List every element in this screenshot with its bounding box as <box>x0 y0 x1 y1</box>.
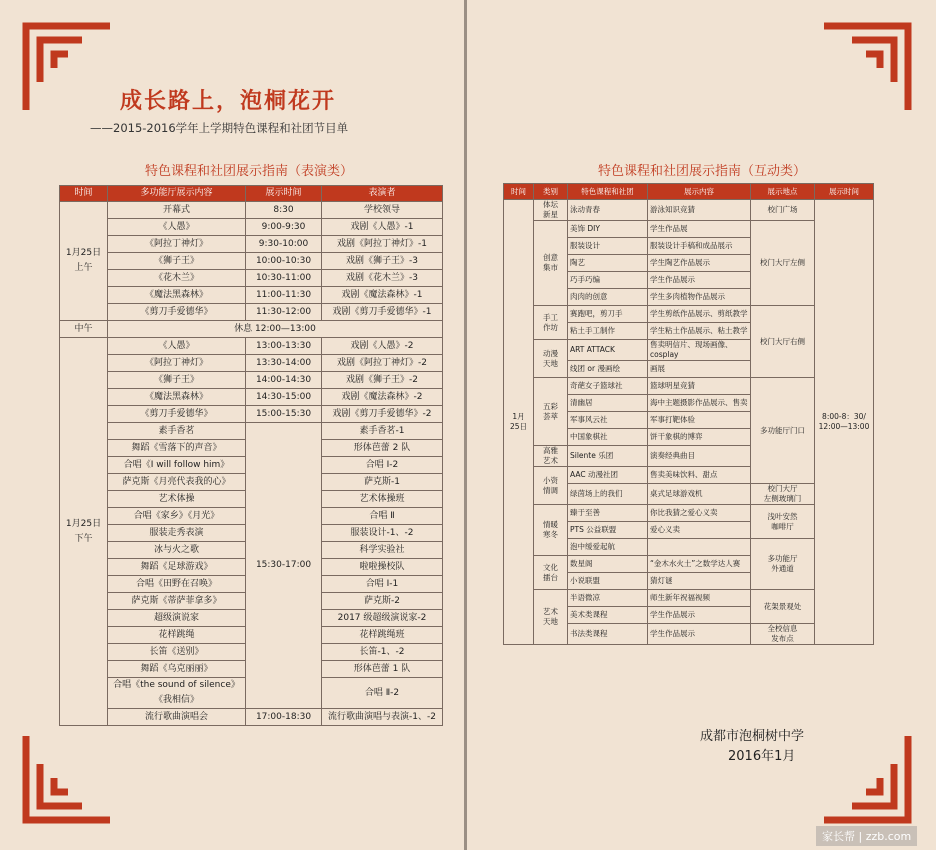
table-cell: 戏剧《人愚》-1 <box>322 219 443 236</box>
table-cell: 《狮子王》 <box>108 253 246 270</box>
category-cell: 高雅 艺术 <box>534 446 568 467</box>
category-cell: 动漫 天地 <box>534 340 568 378</box>
session-label: 1月25日 下午 <box>60 338 108 726</box>
column-header: 类别 <box>534 184 568 200</box>
table-cell: 《狮子王》 <box>108 372 246 389</box>
table-cell: 花样跳绳班 <box>322 627 443 644</box>
location-cell: 浅叶安然 咖啡厅 <box>751 505 815 539</box>
table-cell: 流行歌曲演唱与表演-1、-2 <box>322 709 443 726</box>
table-cell: 舞蹈《雪落下的声音》 <box>108 440 246 457</box>
corner-ornament-bottom-left <box>22 732 114 824</box>
table-cell: 戏剧《剪刀手爱德华》-2 <box>322 406 443 423</box>
table-cell: 你比我猜之爱心义卖 <box>648 505 751 522</box>
table-cell: 师生新年祝福视频 <box>648 590 751 607</box>
table-cell: 学生粘土作品展示、粘土教学 <box>648 323 751 340</box>
table-cell: “金木水火土”之数学达人赛 <box>648 556 751 573</box>
center-fold <box>464 0 467 850</box>
table-cell: 数星阁 <box>568 556 648 573</box>
location-cell: 校门广场 <box>751 200 815 221</box>
table-cell: 13:00-13:30 <box>246 338 322 355</box>
corner-ornament-bottom-right <box>820 732 912 824</box>
table-row <box>60 236 443 253</box>
location-cell: 校门大厅左侧 <box>751 221 815 306</box>
table-cell: 长笛-1、-2 <box>322 644 443 661</box>
table-row <box>504 200 874 221</box>
table-cell: 合唱《家乡》《月光》 <box>108 508 246 525</box>
table-cell: 服装设计手稿和成品展示 <box>648 238 751 255</box>
table-cell: 泡中缓爱起航 <box>568 539 648 556</box>
category-cell: 小资 情调 <box>534 467 568 505</box>
table-cell: 素手香茗 <box>108 423 246 440</box>
table-row <box>60 253 443 270</box>
table-cell: 合唱《the sound of silence》《我相信》 <box>108 678 246 709</box>
table-cell: 《人愚》 <box>108 219 246 236</box>
table-cell: Silente 乐团 <box>568 446 648 467</box>
table-cell: 售卖美味饮料、甜点 <box>648 467 751 484</box>
table-cell: 戏剧《狮子王》-3 <box>322 253 443 270</box>
table-cell: 服装走秀表演 <box>108 525 246 542</box>
table-cell: 学生剪纸作品展示、剪纸教学 <box>648 306 751 323</box>
category-cell: 创意 集市 <box>534 221 568 306</box>
table-cell: 萨克斯-2 <box>322 593 443 610</box>
table-cell: 线团 or 漫画绘 <box>568 361 648 378</box>
table-cell: 艺术体操 <box>108 491 246 508</box>
table-cell: 《剪刀手爱德华》 <box>108 406 246 423</box>
school-name: 成都市泡桐树中学 <box>700 729 805 744</box>
table-row <box>60 202 443 219</box>
table-cell: 饼干象棋的博弈 <box>648 429 751 446</box>
table-cell: 合唱《I will follow him》 <box>108 457 246 474</box>
category-cell: 体坛 新星 <box>534 200 568 221</box>
location-cell: 多功能厅门口 <box>751 378 815 484</box>
table-cell: 合唱 I-1 <box>322 576 443 593</box>
table-cell: 合唱 Ⅱ-2 <box>322 678 443 709</box>
table-cell: 2017 级超级演说家-2 <box>322 610 443 627</box>
table-cell: 学生作品展示 <box>648 624 751 645</box>
table-cell: 学校领导 <box>322 202 443 219</box>
table-cell: 花样跳绳 <box>108 627 246 644</box>
column-header: 多功能厅展示内容 <box>108 186 246 202</box>
page-subtitle: ——2015-2016学年上学期特色课程和社团节目单 <box>90 121 349 135</box>
table-row <box>60 321 443 338</box>
table-cell: 萨克斯《月亮代表我的心》 <box>108 474 246 491</box>
table-cell: 9:30-10:00 <box>246 236 322 253</box>
table-cell: 舞蹈《足球游戏》 <box>108 559 246 576</box>
table-cell: 巧手巧编 <box>568 272 648 289</box>
table-cell: 《魔法黑森林》 <box>108 389 246 406</box>
table-cell: 学生作品展 <box>648 221 751 238</box>
column-header: 表演者 <box>322 186 443 202</box>
table-cell: 长笛《送别》 <box>108 644 246 661</box>
table-row <box>60 406 443 423</box>
table-cell: 艺术体操班 <box>322 491 443 508</box>
table-cell: 半语微凉 <box>568 590 648 607</box>
location-cell: 校门大厅右侧 <box>751 306 815 378</box>
table-cell: 学生陶艺作品展示 <box>648 255 751 272</box>
table-cell: 戏剧《魔法森林》-2 <box>322 389 443 406</box>
table-cell: 科学实验社 <box>322 542 443 559</box>
column-header: 展示内容 <box>648 184 751 200</box>
table-cell: 8:30 <box>246 202 322 219</box>
table-cell: 形体芭蕾 1 队 <box>322 661 443 678</box>
table-cell: 《花木兰》 <box>108 270 246 287</box>
table-cell: 舞蹈《乌克丽丽》 <box>108 661 246 678</box>
location-cell: 花架景观处 <box>751 590 815 624</box>
table-row <box>60 372 443 389</box>
table-cell: 10:00-10:30 <box>246 253 322 270</box>
interactive-section-title: 特色课程和社团展示指南（互动类） <box>598 164 807 179</box>
column-header: 展示时间 <box>246 186 322 202</box>
category-cell: 五彩 荟萃 <box>534 378 568 446</box>
table-cell: 合唱 I-2 <box>322 457 443 474</box>
table-cell: 开幕式 <box>108 202 246 219</box>
performance-table <box>59 185 443 726</box>
column-header: 展示地点 <box>751 184 815 200</box>
table-row <box>60 338 443 355</box>
session-label: 中午 <box>60 321 108 338</box>
table-cell: 《剪刀手爱德华》 <box>108 304 246 321</box>
table-cell: 《阿拉丁神灯》 <box>108 236 246 253</box>
table-row <box>60 219 443 236</box>
performance-section-title: 特色课程和社团展示指南（表演类） <box>145 164 354 179</box>
date-cell: 1月 25日 <box>504 200 534 645</box>
table-cell: ART ATTACK <box>568 340 648 361</box>
category-cell: 文化 擂台 <box>534 556 568 590</box>
category-cell: 手工 作坊 <box>534 306 568 340</box>
table-cell: 游泳知识竞猜 <box>648 200 751 221</box>
table-cell: 《阿拉丁神灯》 <box>108 355 246 372</box>
table-row <box>60 355 443 372</box>
table-cell: 戏剧《人愚》-2 <box>322 338 443 355</box>
table-cell: 戏剧《狮子王》-2 <box>322 372 443 389</box>
table-cell: 猜灯谜 <box>648 573 751 590</box>
table-cell: 陶艺 <box>568 255 648 272</box>
table-cell: 啦啦操校队 <box>322 559 443 576</box>
table-cell: 奇葩女子篮球社 <box>568 378 648 395</box>
table-cell: 泳动青春 <box>568 200 648 221</box>
table-cell: 戏剧《剪刀手爱德华》-1 <box>322 304 443 321</box>
page-title: 成长路上，泡桐花开 <box>120 89 337 114</box>
table-cell: 休息 12:00—13:00 <box>108 321 443 338</box>
table-cell: 冰与火之歌 <box>108 542 246 559</box>
table-cell: 9:00-9:30 <box>246 219 322 236</box>
corner-ornament-top-left <box>22 22 114 114</box>
column-header: 时间 <box>504 184 534 200</box>
table-cell: 桌式足球游戏机 <box>648 484 751 505</box>
table-cell: 11:00-11:30 <box>246 287 322 304</box>
table-cell: 形体芭蕾 2 队 <box>322 440 443 457</box>
table-cell: 14:00-14:30 <box>246 372 322 389</box>
table-cell: 戏剧《阿拉丁神灯》-2 <box>322 355 443 372</box>
table-cell <box>648 539 751 556</box>
table-cell: 清幽居 <box>568 395 648 412</box>
table-cell: 萨克斯《蒂萨菲拿多》 <box>108 593 246 610</box>
table-cell: 中国象棋社 <box>568 429 648 446</box>
location-cell: 多功能厅 外通道 <box>751 539 815 590</box>
column-header: 展示时间 <box>815 184 874 200</box>
table-cell: 服装设计-1、-2 <box>322 525 443 542</box>
table-cell: 11:30-12:00 <box>246 304 322 321</box>
table-cell: 10:30-11:00 <box>246 270 322 287</box>
table-cell: 15:00-15:30 <box>246 406 322 423</box>
table-cell: 超级演说家 <box>108 610 246 627</box>
table-cell: AAC 动漫社团 <box>568 467 648 484</box>
session-label: 1月25日 上午 <box>60 202 108 321</box>
table-cell: 篮球明星竞猜 <box>648 378 751 395</box>
table-row <box>60 270 443 287</box>
location-cell: 校门大厅 左侧玻璃门 <box>751 484 815 505</box>
table-cell: 粘土手工制作 <box>568 323 648 340</box>
table-cell: 合唱 Ⅱ <box>322 508 443 525</box>
column-header: 特色课程和社团 <box>568 184 648 200</box>
category-cell: 情暖 寒冬 <box>534 505 568 556</box>
table-cell: 服装设计 <box>568 238 648 255</box>
table-cell: 《人愚》 <box>108 338 246 355</box>
location-cell: 全校信息 发布点 <box>751 624 815 645</box>
table-cell: 《魔法黑森林》 <box>108 287 246 304</box>
table-cell: 戏剧《阿拉丁神灯》-1 <box>322 236 443 253</box>
interactive-table <box>503 183 874 645</box>
corner-ornament-top-right <box>820 22 912 114</box>
table-cell: 戏剧《花木兰》-3 <box>322 270 443 287</box>
column-header: 时间 <box>60 186 108 202</box>
table-cell: 萨克斯-1 <box>322 474 443 491</box>
table-cell: 肉肉的创意 <box>568 289 648 306</box>
table-cell: 演奏经典曲目 <box>648 446 751 467</box>
table-row <box>60 287 443 304</box>
table-row <box>60 709 443 726</box>
table-cell: 赛跑吧，剪刀手 <box>568 306 648 323</box>
table-cell: 臻于至善 <box>568 505 648 522</box>
watermark-logo: 家长帮 | zzb.com <box>816 826 917 846</box>
table-cell: 学生作品展示 <box>648 607 751 624</box>
table-cell: 合唱《田野在召唤》 <box>108 576 246 593</box>
category-cell: 艺术 天地 <box>534 590 568 645</box>
publish-date: 2016年1月 <box>728 749 796 764</box>
table-cell: 小说联盟 <box>568 573 648 590</box>
table-cell: 售卖明信片、现场画像、cosplay <box>648 340 751 361</box>
table-cell: 13:30-14:00 <box>246 355 322 372</box>
table-cell: 14:30-15:00 <box>246 389 322 406</box>
table-row <box>60 389 443 406</box>
table-cell: 美饰 DIY <box>568 221 648 238</box>
table-cell: 绿茵场上的我们 <box>568 484 648 505</box>
table-cell: 爱心义卖 <box>648 522 751 539</box>
table-cell: 军事打靶体验 <box>648 412 751 429</box>
table-cell: 15:30-17:00 <box>246 423 322 709</box>
table-cell: 画展 <box>648 361 751 378</box>
time-cell: 8:00-8：30/ 12:00—13:00 <box>815 200 874 645</box>
table-cell: 书法类课程 <box>568 624 648 645</box>
table-cell: PTS 公益联盟 <box>568 522 648 539</box>
table-row <box>60 304 443 321</box>
table-cell: 素手香茗-1 <box>322 423 443 440</box>
table-cell: 美术类课程 <box>568 607 648 624</box>
table-cell: 17:00-18:30 <box>246 709 322 726</box>
table-row <box>60 423 443 440</box>
table-cell: 流行歌曲演唱会 <box>108 709 246 726</box>
table-cell: 学生作品展示 <box>648 272 751 289</box>
table-cell: 海中主题摄影作品展示、售卖 <box>648 395 751 412</box>
table-cell: 戏剧《魔法森林》-1 <box>322 287 443 304</box>
table-cell: 军事风云社 <box>568 412 648 429</box>
table-cell: 学生多肉植物作品展示 <box>648 289 751 306</box>
